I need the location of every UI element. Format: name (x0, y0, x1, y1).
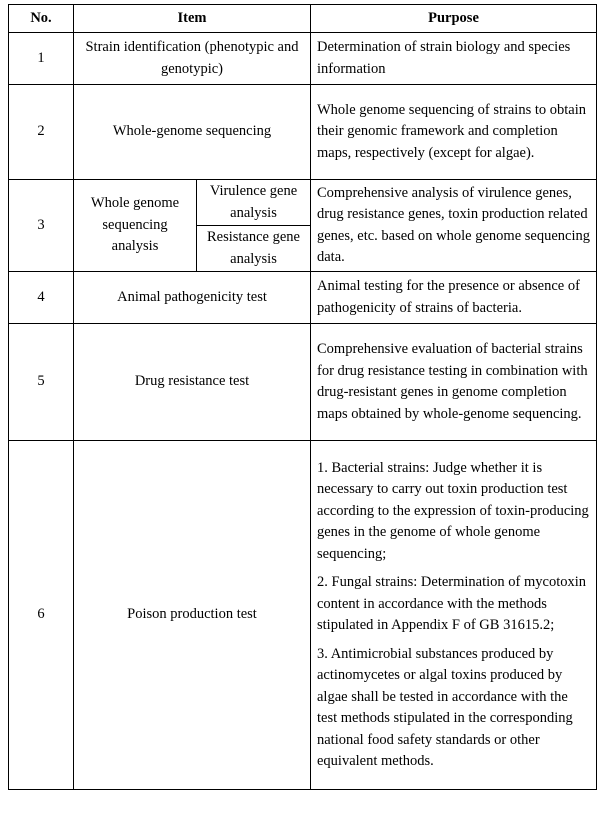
item-cell: Whole genome sequencing analysis (74, 180, 197, 272)
purpose-cell (311, 441, 597, 790)
row-number: 3 (9, 180, 74, 272)
sub-item-resistance: Resistance gene analysis (197, 226, 311, 272)
row-number: 4 (9, 272, 74, 324)
table-row (9, 33, 597, 85)
purpose-cell: Animal testing for the presence or absence of pathogenicity of strains of bacteria. (311, 272, 597, 324)
purpose-cell: Determination of strain biology and species information (311, 33, 597, 85)
header-purpose: Purpose (311, 5, 597, 33)
table-row (9, 85, 597, 180)
header-no: No. (9, 5, 74, 33)
item-cell: Strain identification (phenotypic and genotypic) (74, 33, 311, 85)
row-number: 1 (9, 33, 74, 85)
row-number: 2 (9, 85, 74, 180)
purpose-paragraph: 3. Antimicrobial substances produced by actinomycetes or algal toxins produced by algae shall be tested in accordance with the test methods stipulated in the corresponding national food safety standards or other equivalent methods. (317, 645, 573, 769)
row-number: 5 (9, 324, 74, 441)
header-row (9, 5, 597, 33)
table-row (9, 441, 597, 790)
table-row (9, 324, 597, 441)
purpose-cell: Whole genome sequencing of strains to obtain their genomic framework and completion maps, respectively (except for algae). (311, 85, 597, 180)
strain-test-table (8, 4, 597, 790)
row-number: 6 (9, 441, 74, 790)
header-item: Item (74, 5, 311, 33)
purpose-cell: Comprehensive evaluation of bacterial strains for drug resistance testing in combination with drug-resistant genes in genome completion maps obtained by whole-genome sequencing. (311, 324, 597, 441)
item-cell: Poison production test (74, 441, 311, 790)
item-cell: Animal pathogenicity test (74, 272, 311, 324)
table-row (9, 272, 597, 324)
purpose-cell: Comprehensive analysis of virulence genes, drug resistance genes, toxin production related genes, etc. based on whole genome sequencing data. (311, 180, 597, 272)
purpose-paragraph: 1. Bacterial strains: Judge whether it is necessary to carry out toxin production test according to the expression of toxin-producing genes in the genome of whole genome sequencing; (317, 459, 589, 562)
sub-item-virulence: Virulence gene analysis (197, 180, 311, 226)
item-cell: Drug resistance test (74, 324, 311, 441)
table-row (9, 180, 597, 226)
item-cell: Whole-genome sequencing (74, 85, 311, 180)
purpose-paragraph: 2. Fungal strains: Determination of mycotoxin content in accordance with the methods stipulated in Appendix F of GB 31615.2; (317, 574, 587, 633)
